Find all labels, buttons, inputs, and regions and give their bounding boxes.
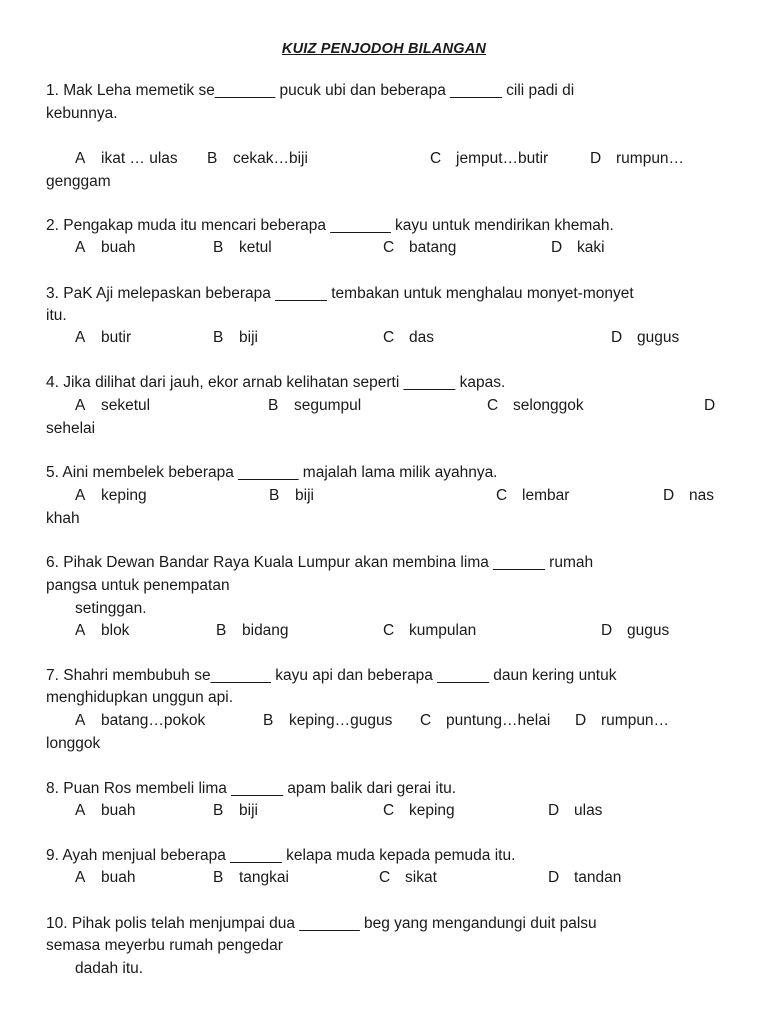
question-1-text: 1. Mak Leha memetik se_______ pucuk ubi dan beberapa ______ cili padi di <box>46 82 575 99</box>
q4-option-wrap: sehelai <box>46 420 96 437</box>
q4-option-b: B segumpul <box>268 397 362 414</box>
q1-option-a: A ikat … ulas <box>75 150 178 167</box>
question-3-text: 3. PaK Aji melepaskan beberapa ______ tembakan untuk menghalau monyet-monyet <box>46 285 634 302</box>
question-4-text: 4. Jika dilihat dari jauh, ekor arnab kelihatan seperti ______ kapas. <box>46 374 506 391</box>
q3-option-c: C das <box>383 329 434 346</box>
q9-option-b: B tangkai <box>213 869 289 886</box>
question-7-text-cont: menghidupkan unggun api. <box>46 689 234 706</box>
q5-option-c: C lembar <box>496 487 570 504</box>
q7-option-c: C puntung…helai <box>420 712 551 729</box>
q7-option-wrap: longgok <box>46 735 101 752</box>
question-9-text: 9. Ayah menjual beberapa ______ kelapa muda kepada pemuda itu. <box>46 847 516 864</box>
question-1-text-cont: kebunnya. <box>46 105 118 122</box>
q9-option-d: D tandan <box>548 869 622 886</box>
q8-option-d: D ulas <box>548 802 603 819</box>
q1-option-b: B cekak…biji <box>207 150 308 167</box>
q5-option-d: D nas <box>663 487 714 504</box>
q2-option-c: C batang <box>383 239 457 256</box>
question-8-text: 8. Puan Ros membeli lima ______ apam balik dari gerai itu. <box>46 780 457 797</box>
question-6-text: 6. Pihak Dewan Bandar Raya Kuala Lumpur akan membina lima ______ rumah <box>46 554 594 571</box>
question-6-text-cont-2: setinggan. <box>75 600 147 617</box>
q4-option-c: C selonggok <box>487 397 584 414</box>
question-10-text-cont-2: dadah itu. <box>75 960 144 977</box>
q3-option-d: D gugus <box>611 329 680 346</box>
q3-option-b: B biji <box>213 329 258 346</box>
q2-option-a: A buah <box>75 239 136 256</box>
q4-option-a: A seketul <box>75 397 151 414</box>
q7-option-d: D rumpun… <box>575 712 670 729</box>
question-7-text: 7. Shahri membubuh se_______ kayu api dan beberapa ______ daun kering untuk <box>46 667 617 684</box>
q7-option-a: A batang…pokok <box>75 712 206 729</box>
q6-option-d: D gugus <box>601 622 670 639</box>
q8-option-c: C keping <box>383 802 455 819</box>
q5-option-b: B biji <box>269 487 314 504</box>
page-title: KUIZ PENJODOH BILANGAN <box>281 41 487 57</box>
question-2-text: 2. Pengakap muda itu mencari beberapa _______ kayu untuk mendirikan khemah. <box>46 217 614 234</box>
q9-option-a: A buah <box>75 869 136 886</box>
q6-option-c: C kumpulan <box>383 622 477 639</box>
q3-option-a: A butir <box>75 329 132 346</box>
q5-option-a: A keping <box>75 487 147 504</box>
q8-option-a: A buah <box>75 802 136 819</box>
q8-option-b: B biji <box>213 802 258 819</box>
q4-option-d: D <box>704 397 716 414</box>
q2-option-b: B ketul <box>213 239 272 256</box>
q2-option-d: D kaki <box>551 239 605 256</box>
q1-option-d: D rumpun… <box>590 150 685 167</box>
q5-option-wrap: khah <box>46 510 80 527</box>
question-10-text: 10. Pihak polis telah menjumpai dua _______ beg yang mengandungi duit palsu <box>46 915 597 932</box>
q7-option-b: B keping…gugus <box>263 712 393 729</box>
q9-option-c: C sikat <box>379 869 437 886</box>
q1-option-c: C jemput…butir <box>430 150 549 167</box>
q6-option-a: A blok <box>75 622 130 639</box>
question-5-text: 5. Aini membelek beberapa _______ majalah lama milik ayahnya. <box>46 464 498 481</box>
question-10-text-cont: semasa meyerbu rumah pengedar <box>46 937 283 954</box>
q1-option-wrap: genggam <box>46 173 111 190</box>
question-3-text-cont: itu. <box>46 307 67 324</box>
q6-option-b: B bidang <box>216 622 289 639</box>
question-6-text-cont: pangsa untuk penempatan <box>46 577 230 594</box>
